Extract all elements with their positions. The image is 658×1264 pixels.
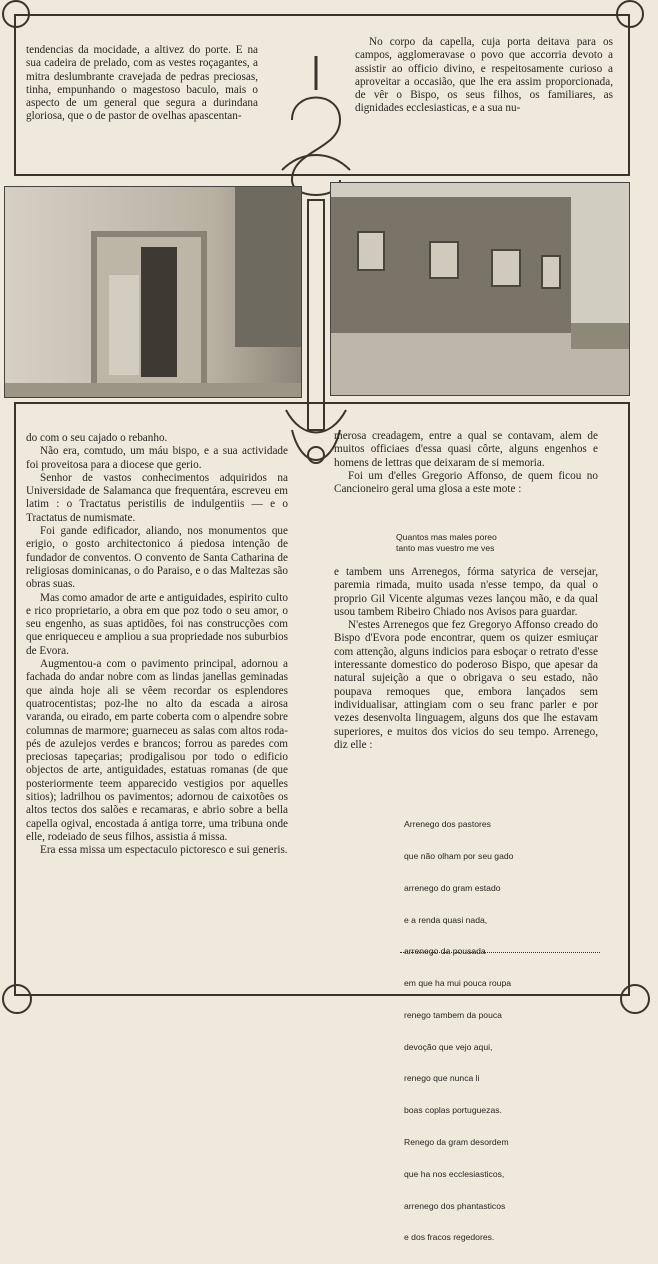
photo-doorway	[4, 186, 302, 398]
verse-line: Arrenego dos pastores	[404, 819, 491, 830]
verse-line: renego que nunca li	[404, 1073, 480, 1084]
ornament-bottom-left	[2, 984, 32, 1014]
ornament-bottom-right	[620, 984, 650, 1014]
photo-house	[330, 182, 630, 396]
verse-rule	[400, 952, 600, 953]
paragraph: N'estes Arrenegos que fez Gregoryo Affonso creado do Bispo d'Evora pode encontrar, quem os quizer esmiuçar com attenção, alguns indicios para esboçar o retrato d'esse interessante domestico do poderoso Bispo, que apesar da natural sujeição a que o obrigava o seu estado, não poupava remoques que, embora lançados sem individualisar, attingiam com o seu franc parler e por vezes desenvolta linguagem, alguns dos que lhe estavam superiores, e muitos dos vicios do seu tempo. Arrenego, diz elle :	[334, 619, 598, 751]
paragraph: merosa creadagem, entre a qual se contavam, alem de muitos officiaes d'essa quasi côrte, alguns engenhos e homens de lettras que deixaram de si memoria.	[334, 430, 598, 469]
verse-line: arrenego dos phantasticos	[404, 1200, 506, 1211]
ornament-top-right	[616, 0, 644, 28]
verse-line: e a renda quasi nada,	[404, 914, 488, 925]
verse-line: Renego da gram desordem	[404, 1137, 509, 1147]
paragraph: Augmentou-a com o pavimento principal, adornou a fachada do andar nobre com as lindas janellas geminadas que ainda hoje ali se vêem recordar os esplendores quatrocentistas; poz-lhe no alto da escada a airosa varanda, ou eirado, em parte coberta com o alpendre sobre columnas de marmore; guarneceu as salas com altos roda-pés de azulejos verdes e brancos; forrou as paredes com preciosas tapeçarias; prodigalisou por todo o edificio objectos de arte, antiguidades, estatuas romanas (de que posteriormente teem apparecido vestigios por aquelles sitios); ladrilhou os pavimentos; adornou de caixotões os altos tectos dos salões e recamaras, e abrio sobre a bella capella ogival, encostada á antiga torre, uma tribuna onde elle, rodeiado de seus filhos, assistia á missa.	[26, 658, 288, 843]
verse-line: arrenego do gram estado	[404, 882, 501, 893]
paragraph: Não era, comtudo, um máu bispo, e a sua actividade foi proveitosa para a diocese que gerio.	[26, 445, 288, 471]
paragraph: Foi gande edificador, aliando, nos monumentos que erigio, o gosto architectonico á piedosa intenção de fundador de conventos. O convento de Santa Catharina de religiosas dominicanas, o do Paraiso, e o das Maltezas são obras suas.	[26, 525, 288, 591]
verse-line: renego tambem da pouca	[404, 1009, 502, 1020]
verse-line: que ha nos ecclesiasticos,	[404, 1168, 505, 1179]
quote-line: Quantos mas males poreo	[396, 532, 497, 542]
verse-line: que não olham por seu gado	[404, 850, 514, 861]
bottom-right-column-b	[334, 566, 598, 752]
paragraph: Foi um d'elles Gregorio Affonso, de quem ficou no Cancioneiro geral uma glosa a este mote :	[334, 469, 598, 496]
verse-line: e dos fracos regedores.	[404, 1232, 495, 1243]
verse-line: devoção que vejo aqui,	[404, 1041, 493, 1052]
verse-line: boas coplas portuguezas.	[404, 1105, 502, 1116]
verse-line: em que ha mui pouca roupa	[404, 978, 512, 989]
verse-line: arrenego da pousada	[404, 946, 486, 957]
paragraph: do com o seu cajado o rebanho.	[26, 432, 168, 444]
top-right-column	[355, 36, 613, 116]
paragraph: No corpo da capella, cuja porta deitava para os campos, agglomeravase o povo que accorria devoto a assistir ao officio divino, e respeitosamente curioso a aproveitar a occasião, que lhe era assim proporcionada, de vêr o Bispo, os seus filhos, os familiares, as dignidades ecclesiasticas, e a sua nu-	[355, 36, 613, 115]
paragraph: tendencias da mocidade, a altivez do porte. E na sua cadeira de prelado, com as vestes roçagantes, a mitra deslumbrante cravejada de pedras preciosas, tinha, empunhando o magestoso baculo, mais o aspecto de um general que segura a durindana gloriosa, que o de pastor de ovelhas apascentan-	[26, 44, 258, 123]
paragraph: Senhor de vastos conhecimentos adquiridos na Universidade de Salamanca que frequentára, escreveu em latim : o Tractatus peristilis de indulgentiis — e o Tractatus de numismate.	[26, 471, 288, 524]
bottom-left-column	[26, 432, 288, 858]
mote-quote	[396, 532, 596, 554]
bottom-right-column-a	[334, 430, 598, 496]
paragraph: Mas como amador de arte e antiguidades, espirito culto e rico proprietario, a obra em que poz todo o seu amor, o seu engenho, as suas aptidões, foi nas construcções com que enriqueceu e ampliou a sua propriedade nos suburbios de Evora.	[26, 591, 288, 657]
ornament-top-left	[2, 0, 30, 28]
paragraph: Era essa missa um espectaculo pictoresco e sui generis.	[40, 844, 288, 857]
top-left-column	[26, 44, 258, 124]
arrenegos-verse	[404, 798, 604, 1264]
quote-line: tanto mas vuestro me ves	[396, 543, 495, 553]
paragraph: e tambem uns Arrenegos, fórma satyrica de versejar, paremia rimada, muito usada n'esse tempo, da qual o proprio Gil Vicente algumas vezes lançou mão, e da qual usou tambem Ribeiro Chiado nos Avisos para guardar.	[334, 566, 598, 618]
